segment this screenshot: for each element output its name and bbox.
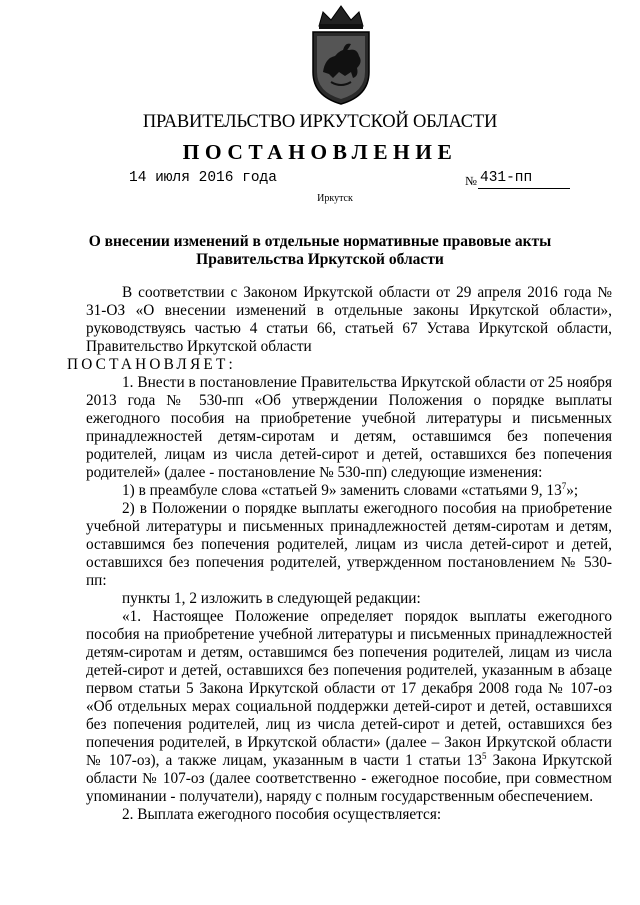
item-1-paragraph: 1. Внести в постановление Правительства Иркутской области от 25 ноября 2013 года № 530-пп «Об утверждении Положения о порядке выплаты ежегодного пособия на приобретение учебной литературы и письменных принадлежностей детям-сиротам и детям, оставшимся без попечения родителей, лицам из числа детей-сирот и детей, оставшихся без попечения родителей» (далее - постановление № 530-пп) следующие изменения: — [86, 374, 612, 481]
document-date: 14 июля 2016 года — [129, 170, 277, 186]
quote-point-1-superscript: 5 — [482, 751, 487, 761]
quote-point-1-tail: Закона Иркутской области № 107-оз (далее соответственно - ежегодное пособие, при совместном упоминании - получатели), наряду с полным государственным обеспечением. — [86, 752, 612, 805]
preamble-paragraph: В соответствии с Законом Иркутской области от 29 апреля 2016 года № 31-ОЗ «О внесении изменений в отдельные законы Иркутской области», руководствуясь частью 4 статьи 66, статьей 67 Устава Иркутской области, Правительство Иркутской области — [86, 284, 612, 355]
item-1-1-superscript: 7 — [561, 481, 567, 491]
item-1-1-text: 1) в преамбуле слова «статьей 9» заменить словами «статьями 9, 13 — [122, 482, 562, 499]
document-type: ПОСТАНОВЛЕНИЕ — [182, 140, 458, 164]
title-line-1: О внесении изменений в отдельные нормативные правовые акты — [88, 233, 552, 250]
item-1-1-paragraph — [86, 482, 612, 500]
document-number: 431-пп — [480, 170, 533, 186]
quote-point-1-text: «1. Настоящее Положение определяет порядок выплаты ежегодного пособия на приобретение учебной литературы и письменных принадлежностей детям-сиротам и детям, оставшимся без попечения родителей, лицам из числа детей-сирот и детей, оставшихся без попечения родителей, указанным в абзаце первом статьи 5 Закона Иркутской области от 17 декабря 2008 года № 107-оз «Об отдельных мерах социальной поддержки детей-сирот и детей, оставшихся без попечения родителей, лиц из числа детей-сирот и детей, оставшихся без попечения родителей, в Иркутской области» (далее – Закон Иркутской области № 107-оз), а также лицам, указанным в части 1 статьи 13 — [86, 608, 612, 769]
number-sign: № — [465, 174, 477, 188]
title-line-2: Правительства Иркутской области — [196, 251, 444, 268]
number-underline — [478, 188, 570, 189]
decree-word: ПОСТАНОВЛЯЕТ: — [67, 356, 236, 373]
item-1-1-tail: »; — [566, 482, 579, 499]
city-name: Иркутск — [317, 193, 353, 204]
points-intro-paragraph: пункты 1, 2 изложить в следующей редакции: — [122, 590, 421, 607]
quote-point-1-paragraph — [86, 608, 612, 806]
government-name: ПРАВИТЕЛЬСТВО ИРКУТСКОЙ ОБЛАСТИ — [142, 112, 498, 132]
coat-of-arms-emblem — [301, 2, 381, 108]
decree-word-paragraph — [67, 356, 612, 374]
document-title — [0, 233, 640, 269]
item-1-2-paragraph: 2) в Положении о порядке выплаты ежегодного пособия на приобретение учебной литературы и письменных принадлежностей детям-сиротам и детям, оставшимся без попечения родителей, лицам из числа детей-сирот и детей, оставшихся без попечения родителей, утвержденном постановлением № 530-пп: — [86, 500, 612, 589]
document-body — [67, 284, 612, 824]
quote-point-2-paragraph: 2. Выплата ежегодного пособия осуществляется: — [122, 806, 442, 823]
